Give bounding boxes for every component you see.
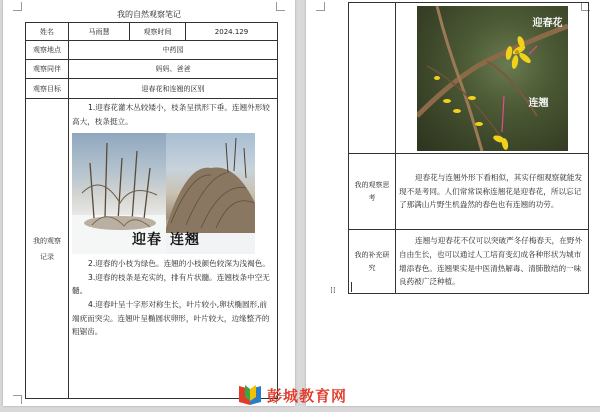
record-paragraph[interactable]: 4.迎春叶呈十字形对称生长，叶片较小,卵状椭圆形,前端疣而突尖。连翘叶呈椭圆状卵形，叶片较大，边缘整齐的粗锯齿。: [72, 299, 270, 337]
table-row: [349, 154, 589, 230]
partner-label: 观察同伴: [26, 60, 69, 79]
time-value[interactable]: 2024.129: [186, 23, 278, 41]
site-watermark: [236, 383, 347, 407]
research-text[interactable]: 连翘与迎春花不仅可以突破严冬仔梅春天，在野外自由生长，也可以通过人工培育变幻成各种形状为城市增添春色。连翘果实是中医清热解毒、清肺散结的一味良药被广泛种植。: [399, 236, 583, 287]
research-content[interactable]: [396, 230, 589, 294]
think-text[interactable]: 迎春花与连翘外形下看相似，其实仔细观察就能发现不是考同。人们常常误称连翘花是迎春花，所以忘记了那满山片野生机盎然的春色也有连翘的功劳。: [399, 173, 583, 210]
page-corner-mark: [13, 395, 22, 404]
time-label: 观察时间: [130, 23, 186, 41]
flower-closeup-photo: [417, 6, 568, 151]
table-row: [349, 3, 589, 154]
photo-label-cell: [349, 3, 396, 154]
record-label-line: 记录: [40, 252, 54, 261]
research-text-wrap[interactable]: [396, 232, 588, 290]
record-text[interactable]: [69, 99, 277, 130]
record-paragraph[interactable]: 2.迎春的小枝为绿色。连翘的小枝颜色较深为浅褐色。: [88, 259, 270, 269]
goal-value[interactable]: 迎春花和连翘的区别: [69, 79, 278, 99]
photo-label-jasmine: 迎春花: [532, 17, 563, 29]
think-content[interactable]: [396, 154, 589, 230]
flower-photo-cell: [396, 3, 589, 154]
think-text-wrap[interactable]: [396, 169, 588, 214]
table-move-handle-icon[interactable]: ⁞⁞: [330, 286, 336, 296]
think-label: 我的观察思考: [349, 154, 396, 230]
record-paragraph[interactable]: 1.迎春花灌木丛较矮小，枝条呈拱形下垂。连翘外形较高大，枝条挺立。: [72, 103, 270, 126]
photo-label-jasmine: 迎春: [132, 232, 162, 249]
observation-table: [25, 22, 278, 399]
partner-value[interactable]: 妈妈、爸爸: [69, 60, 278, 79]
record-text[interactable]: [69, 257, 277, 341]
observation-table-continued: [348, 2, 589, 294]
name-value[interactable]: 马雨慧: [69, 23, 130, 41]
comparison-photo: [72, 133, 255, 254]
page-corner-mark: [316, 2, 325, 11]
table-row: [26, 41, 278, 60]
research-label: 我的补充研究: [349, 230, 396, 294]
record-label-line: 我的观察: [33, 236, 61, 245]
document-title[interactable]: 我的自然观察笔记: [117, 10, 181, 19]
site-name: 彭城教育网: [267, 386, 348, 405]
record-label: [26, 99, 69, 399]
place-label: 观察地点: [26, 41, 69, 60]
photo-label-forsythia: 连翘: [528, 97, 549, 109]
book-logo-icon: [236, 383, 264, 407]
table-row: [26, 99, 278, 399]
place-value[interactable]: 中药园: [69, 41, 278, 60]
forsythia-photo: [166, 133, 255, 254]
name-label: 姓名: [26, 23, 69, 41]
record-paragraph[interactable]: 3.迎春的枝条是充实的，排有片状髓。连翘枝条中空无髓。: [72, 272, 270, 296]
table-row: [26, 60, 278, 79]
photo-label-forsythia: 连翘: [170, 232, 200, 249]
document-page-right: [306, 0, 600, 406]
table-row: [26, 79, 278, 99]
text-cursor: [351, 282, 352, 292]
table-row: [26, 23, 278, 41]
table-row: [349, 230, 589, 294]
jasmine-photo: [72, 133, 166, 254]
goal-label: 观察目标: [26, 79, 69, 99]
record-content[interactable]: [69, 99, 278, 399]
document-page-left: [3, 0, 295, 406]
